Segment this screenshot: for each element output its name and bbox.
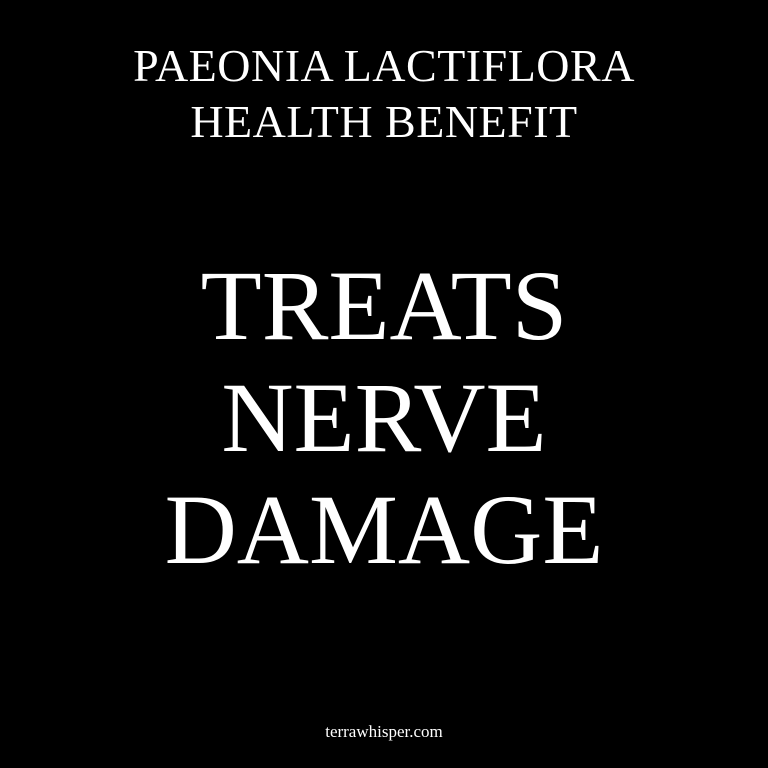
card-title-line-2: HEALTH BENEFIT — [190, 96, 578, 147]
headline-line-3: DAMAGE — [164, 474, 604, 585]
card-title-line-1: PAEONIA LACTIFLORA — [133, 40, 635, 91]
source-url: terrawhisper.com — [325, 722, 443, 741]
headline-line-2: NERVE — [221, 362, 547, 473]
benefit-headline — [0, 250, 768, 586]
headline-line-1: TREATS — [200, 250, 568, 361]
card-title — [0, 38, 768, 150]
